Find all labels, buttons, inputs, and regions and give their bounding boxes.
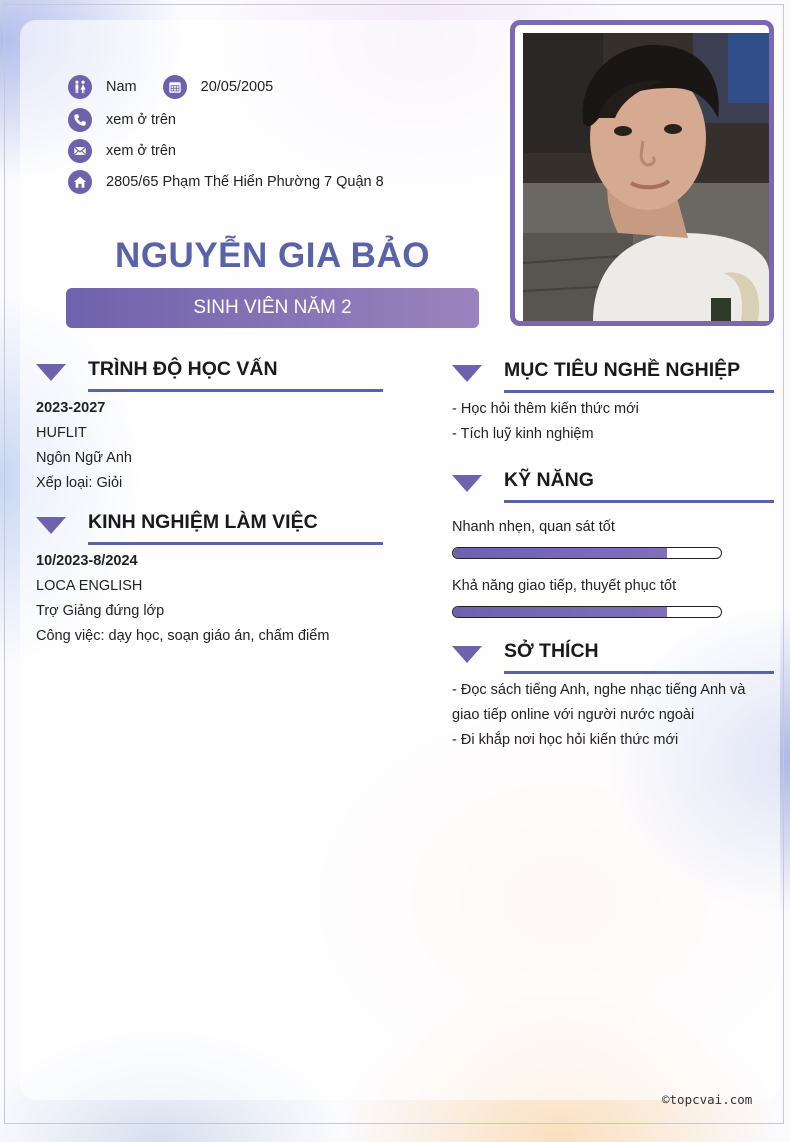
section-objective-header	[452, 359, 770, 393]
calendar-icon	[163, 75, 187, 99]
objective-item: - Tích luỹ kinh nghiệm	[452, 426, 594, 442]
address-value: 2805/65 Phạm Thế Hiển Phường 7 Quận 8	[106, 174, 384, 190]
section-triangle-icon	[36, 364, 66, 381]
section-triangle-icon	[452, 475, 482, 492]
skill-name: Nhanh nhẹn, quan sát tốt	[452, 519, 615, 535]
experience-duties: Công việc: dạy học, soạn giáo án, chấm điểm	[36, 628, 330, 644]
section-triangle-icon	[36, 517, 66, 534]
section-education-header	[36, 358, 383, 392]
phone-icon	[68, 108, 92, 132]
phone-value: xem ở trên	[106, 112, 176, 128]
skill-name: Khả năng giao tiếp, thuyết phục tốt	[452, 578, 677, 594]
home-icon	[68, 170, 92, 194]
objective-item: - Học hỏi thêm kiến thức mới	[452, 401, 639, 417]
position-text: SINH VIÊN NĂM 2	[193, 297, 352, 318]
profile-photo	[523, 33, 769, 321]
hobby-line: giao tiếp online với người nước ngoài	[452, 707, 695, 723]
section-divider	[88, 542, 383, 545]
gender-value: Nam	[106, 79, 137, 95]
position-banner	[66, 288, 479, 328]
skill-level-fill	[453, 607, 667, 617]
gender-icon	[68, 75, 92, 99]
experience-role: Trợ Giảng đứng lớp	[36, 603, 165, 619]
experience-company: LOCA ENGLISH	[36, 578, 143, 594]
skill-level-bar	[452, 606, 722, 618]
profile-photo-frame	[510, 20, 774, 326]
education-grade: Xếp loại: Giỏi	[36, 475, 123, 491]
section-triangle-icon	[452, 646, 482, 663]
section-skills-title: KỸ NĂNG	[504, 469, 594, 491]
education-major: Ngôn Ngữ Anh	[36, 450, 132, 466]
section-hobbies-header	[452, 640, 770, 674]
dob-value: 20/05/2005	[200, 79, 274, 95]
education-period: 2023-2027	[36, 400, 106, 416]
section-objective-title: MỤC TIÊU NGHỀ NGHIỆP	[504, 359, 741, 381]
skill-level-bar	[452, 547, 722, 559]
hobby-line: - Đi khắp nơi học hỏi kiến thức mới	[452, 732, 679, 748]
email-icon	[68, 139, 92, 163]
section-divider	[88, 389, 383, 392]
section-divider	[504, 671, 774, 674]
section-hobbies-title: SỞ THÍCH	[504, 640, 599, 662]
skill-level-fill	[453, 548, 667, 558]
section-divider	[504, 500, 774, 503]
section-experience-title: KINH NGHIỆM LÀM VIỆC	[88, 511, 318, 533]
contact-row-phone	[68, 107, 176, 133]
watermark: ©topcvai.com	[662, 1092, 753, 1107]
email-value: xem ở trên	[106, 143, 176, 159]
section-skills-header	[452, 469, 770, 503]
contact-row-address	[68, 169, 384, 195]
experience-period: 10/2023-8/2024	[36, 553, 138, 569]
education-school: HUFLIT	[36, 425, 87, 441]
section-experience-header	[36, 511, 383, 545]
hobby-line: - Đọc sách tiếng Anh, nghe nhạc tiếng Anh và	[452, 682, 746, 698]
contact-row-email	[68, 138, 176, 164]
section-divider	[504, 390, 774, 393]
section-triangle-icon	[452, 365, 482, 382]
section-education-title: TRÌNH ĐỘ HỌC VẤN	[88, 358, 278, 380]
candidate-name: NGUYỄN GIA BẢO	[115, 236, 430, 275]
contact-row-gender-dob	[68, 74, 273, 100]
